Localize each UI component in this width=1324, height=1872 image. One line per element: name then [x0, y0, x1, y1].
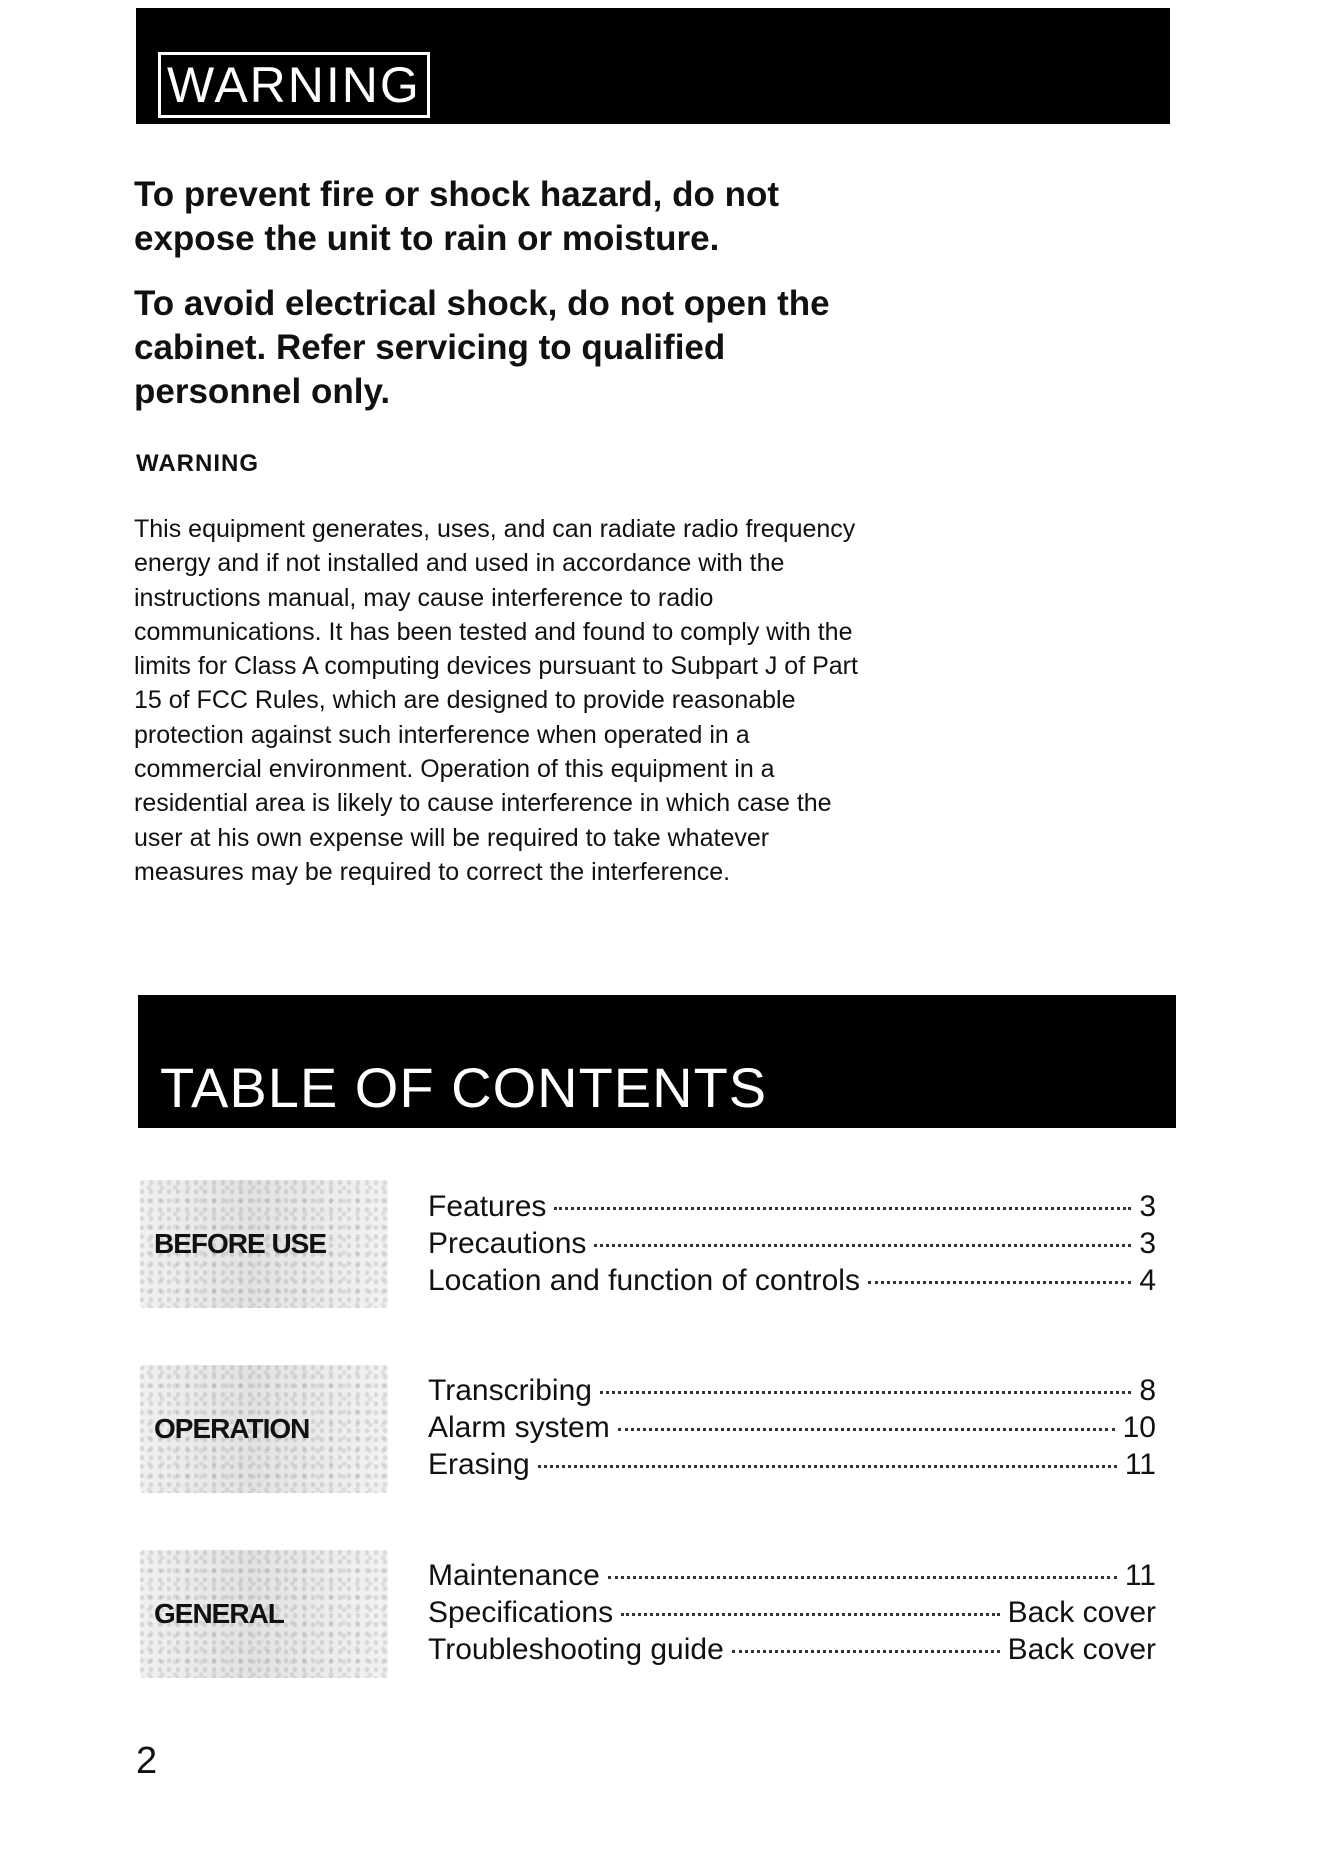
section-label-text: GENERAL [154, 1598, 284, 1629]
section-label-operation [140, 1365, 388, 1493]
toc-entry-page: Back cover [1007, 1596, 1156, 1629]
lead-statement-shock: To avoid electrical shock, do not open the cabinet. Refer servicing to qualified personnel only. [134, 284, 830, 411]
warning-banner-label: WARNING [158, 52, 430, 118]
toc-entry-page: 11 [1124, 1448, 1156, 1481]
toc-entry-page: 3 [1139, 1190, 1156, 1223]
toc-entry-troubleshooting[interactable] [428, 1631, 1156, 1668]
toc-entry-maintenance[interactable] [428, 1557, 1156, 1594]
toc-entry-title: Erasing [428, 1448, 530, 1481]
dot-leader [538, 1465, 1117, 1468]
dot-leader [868, 1281, 1131, 1284]
toc-list-general [428, 1557, 1156, 1668]
toc-title: TABLE OF CONTENTS [160, 1056, 768, 1119]
dot-leader [600, 1391, 1131, 1394]
dot-leader [621, 1613, 1000, 1616]
toc-entry-title: Alarm system [428, 1411, 610, 1444]
toc-entry-erasing[interactable] [428, 1446, 1156, 1483]
section-label-general [140, 1550, 388, 1678]
toc-entry-page: 10 [1122, 1411, 1156, 1444]
toc-entry-precautions[interactable] [428, 1225, 1156, 1262]
toc-entry-page: 3 [1139, 1227, 1156, 1260]
dot-leader [608, 1576, 1117, 1579]
toc-entry-features[interactable] [428, 1188, 1156, 1225]
toc-entry-title: Transcribing [428, 1374, 592, 1407]
section-label-text: BEFORE USE [154, 1228, 327, 1259]
toc-banner [138, 995, 1176, 1128]
toc-entry-title: Features [428, 1190, 547, 1223]
dot-leader [732, 1650, 1000, 1653]
toc-entry-location-controls[interactable] [428, 1262, 1156, 1299]
toc-entry-page: Back cover [1007, 1633, 1156, 1666]
toc-entry-specifications[interactable] [428, 1594, 1156, 1631]
dot-leader [594, 1244, 1131, 1247]
toc-entry-title: Location and function of controls [428, 1264, 860, 1297]
section-label-before-use [140, 1180, 388, 1308]
dot-leader [554, 1207, 1131, 1210]
toc-entry-transcribing[interactable] [428, 1372, 1156, 1409]
warning-heading: WARNING [136, 450, 259, 477]
section-label-text: OPERATION [154, 1413, 310, 1444]
toc-entry-alarm-system[interactable] [428, 1409, 1156, 1446]
toc-entry-page: 8 [1139, 1374, 1156, 1407]
page-number: 2 [136, 1740, 158, 1782]
toc-list-before-use [428, 1188, 1156, 1299]
toc-entry-title: Specifications [428, 1596, 614, 1629]
toc-entry-page: 4 [1139, 1264, 1156, 1297]
toc-entry-title: Maintenance [428, 1559, 600, 1592]
warning-body-text: This equipment generates, uses, and can radiate radio frequency energy and if not installed and used in accordance with the instructions manual, may cause interference to radio communications. It has been tested and found to comply with the limits for Class A computing devices pursuant to Subpart J of Part 15 of FCC Rules, which are designed to provide reasonable protection against such interference when operated in a commercial environment. Operation of this equipment in a residential area is likely to cause interference in which case the user at his own expense will be required to take whatever measures may be required to correct the interference. [134, 515, 858, 886]
warning-banner [136, 8, 1170, 124]
toc-entry-page: 11 [1124, 1559, 1156, 1592]
toc-entry-title: Troubleshooting guide [428, 1633, 724, 1666]
lead-statement-fire: To prevent fire or shock hazard, do not expose the unit to rain or moisture. [134, 175, 779, 258]
dot-leader [618, 1428, 1115, 1431]
toc-list-operation [428, 1372, 1156, 1483]
toc-entry-title: Precautions [428, 1227, 587, 1260]
